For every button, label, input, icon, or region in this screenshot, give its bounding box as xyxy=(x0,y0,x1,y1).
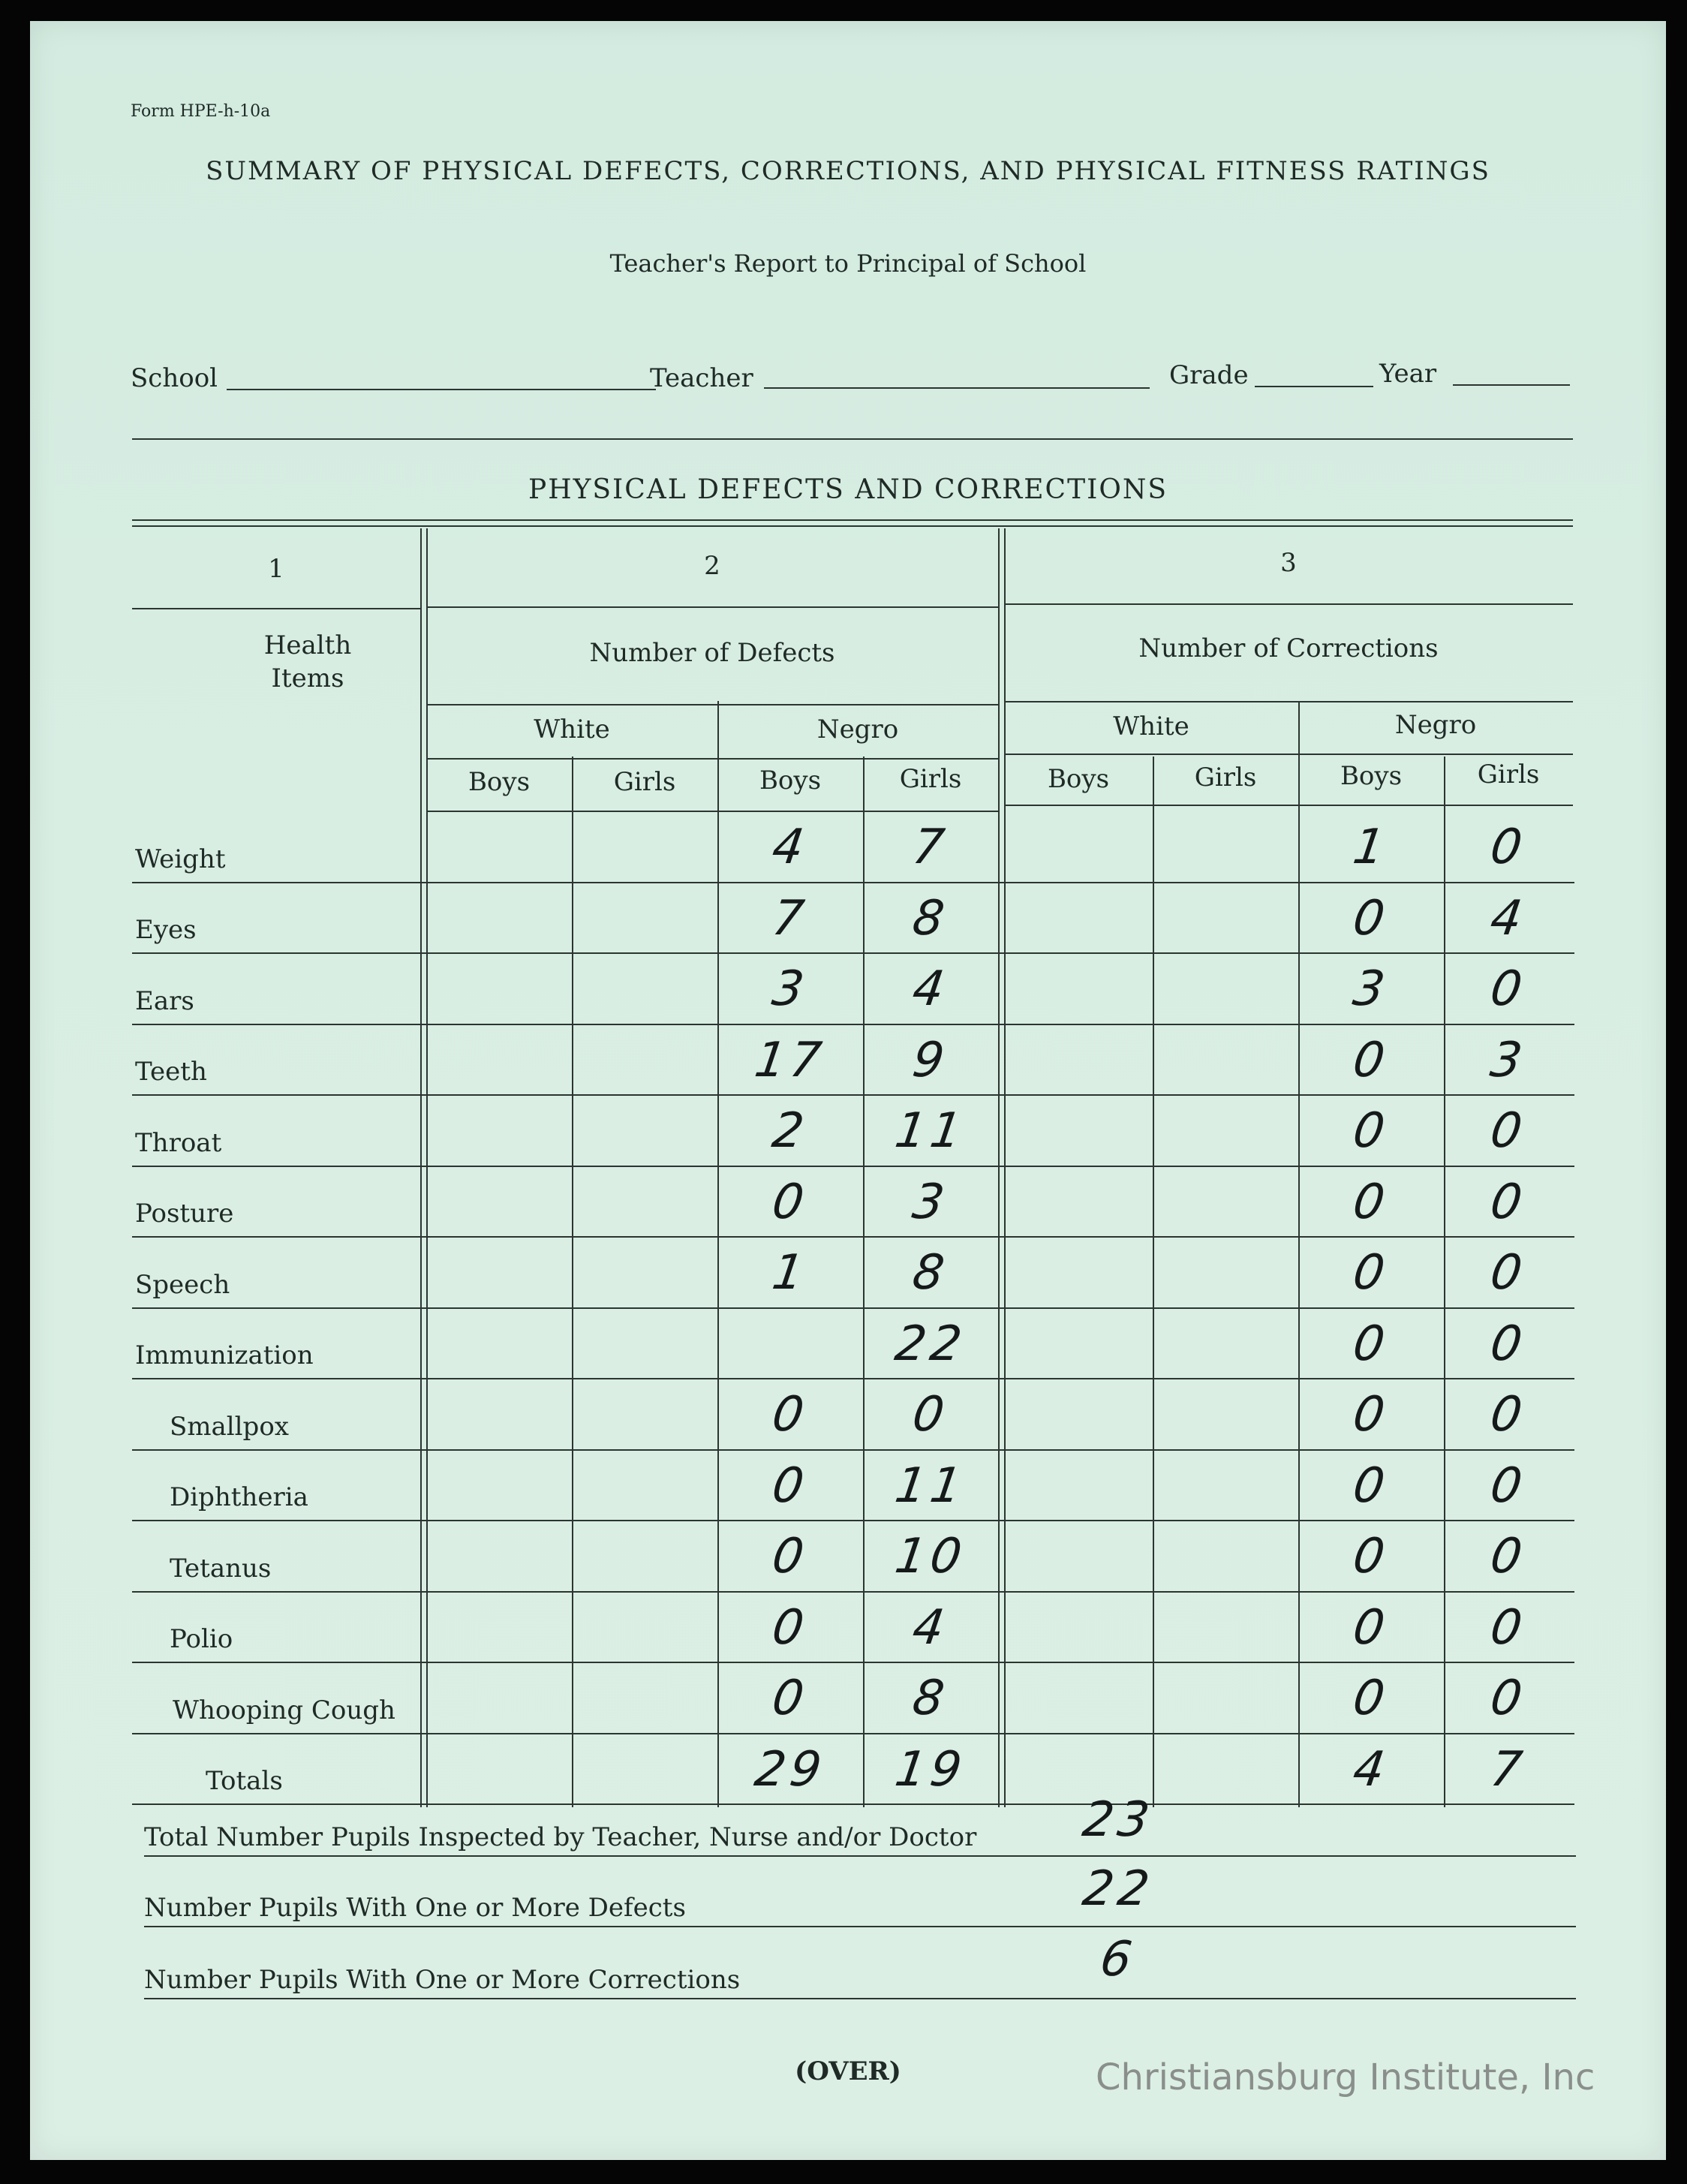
divider xyxy=(132,525,1573,527)
teacher-label: Teacher xyxy=(650,363,753,393)
corrections-negro-boys-value: 0 xyxy=(1349,1387,1393,1442)
defects-negro-boys-value: 29 xyxy=(751,1741,829,1797)
defects-negro-girls-value: 9 xyxy=(909,1032,952,1088)
row-divider xyxy=(132,882,1574,883)
corrections-negro-boys-value: 3 xyxy=(1349,961,1393,1017)
grade-field-line[interactable] xyxy=(1255,386,1373,387)
corrections-negro-girls-value: 3 xyxy=(1487,1032,1530,1088)
health-item-label: Diphtheria xyxy=(170,1482,308,1512)
form-title: SUMMARY OF PHYSICAL DEFECTS, CORRECTIONS, AND PHYSICAL FITNESS RATINGS xyxy=(206,156,1490,186)
divider xyxy=(132,608,420,609)
divider xyxy=(1004,701,1573,702)
girls-header: Girls xyxy=(1477,760,1540,790)
defects-negro-girls-value: 4 xyxy=(909,961,952,1017)
defects-negro-girls-value: 10 xyxy=(892,1529,970,1584)
divider xyxy=(144,1998,1576,1999)
corrections-negro-boys-value: 0 xyxy=(1349,1529,1393,1584)
row-divider xyxy=(132,952,1574,954)
health-item-label: Speech xyxy=(135,1269,230,1300)
defects-negro-boys-value: 2 xyxy=(768,1103,812,1159)
school-label: School xyxy=(131,363,218,393)
row-divider xyxy=(132,1307,1574,1309)
health-item-label: Totals xyxy=(206,1766,283,1796)
corrections-negro-girls-value: 0 xyxy=(1487,1671,1530,1726)
defects-negro-boys-value: 3 xyxy=(768,961,812,1017)
defects-count-value: 22 xyxy=(1079,1861,1157,1917)
corrections-negro-boys-value: 0 xyxy=(1349,1032,1393,1088)
boys-header: Boys xyxy=(1340,761,1403,791)
corrections-count-label: Number Pupils With One or More Corrections xyxy=(144,1965,741,1995)
corrections-negro-girls-value: 0 xyxy=(1487,1458,1530,1514)
divider xyxy=(144,1926,1576,1927)
form-page xyxy=(30,21,1666,2160)
defects-negro-boys-value: 7 xyxy=(768,890,812,946)
teacher-field-line[interactable] xyxy=(764,387,1150,389)
corrections-negro-girls-value: 7 xyxy=(1487,1741,1530,1797)
row-divider xyxy=(132,1591,1574,1593)
defects-negro-boys-value: 0 xyxy=(768,1599,812,1656)
corrections-negro-girls-value: 0 xyxy=(1487,961,1530,1017)
row-divider xyxy=(132,1166,1574,1167)
corrections-negro-boys-value: 0 xyxy=(1349,1103,1393,1159)
girls-header: Girls xyxy=(1194,763,1257,793)
divider xyxy=(1004,805,1573,806)
divider xyxy=(426,606,998,608)
defects-negro-girls-value: 3 xyxy=(909,1174,952,1230)
health-item-label: Teeth xyxy=(135,1057,207,1087)
corrections-negro-girls-value: 0 xyxy=(1487,1387,1530,1442)
row-divider xyxy=(132,1094,1574,1096)
defects-negro-girls-value: 8 xyxy=(909,1671,952,1726)
divider xyxy=(132,438,1573,440)
column-divider xyxy=(1153,757,1154,1807)
row-divider xyxy=(132,1378,1574,1379)
corrections-negro-girls-value: 0 xyxy=(1487,1599,1530,1656)
corrections-negro-girls-value: 0 xyxy=(1487,1316,1530,1372)
health-item-label: Throat xyxy=(135,1127,222,1158)
defects-negro-boys-value: 0 xyxy=(768,1387,812,1442)
corrections-negro-girls-value: 0 xyxy=(1487,1174,1530,1230)
year-field-line[interactable] xyxy=(1453,384,1570,386)
row-divider xyxy=(132,1024,1574,1025)
over-note: (OVER) xyxy=(795,2056,901,2086)
defects-negro-girls-value: 11 xyxy=(892,1103,970,1159)
divider xyxy=(1004,603,1573,605)
corrections-negro-boys-value: 4 xyxy=(1349,1741,1393,1797)
health-item-label: Tetanus xyxy=(170,1553,272,1584)
divider xyxy=(144,1855,1576,1857)
form-id: Form HPE-h-10a xyxy=(131,102,271,121)
column-number: 2 xyxy=(704,551,720,581)
defects-negro-boys-value: 4 xyxy=(768,820,812,875)
defects-negro-boys-value: 17 xyxy=(751,1032,829,1088)
defects-negro-boys-value: 1 xyxy=(768,1245,812,1301)
negro-group-header: Negro xyxy=(816,714,899,745)
defects-header: Number of Defects xyxy=(589,638,835,668)
column-divider xyxy=(420,528,422,1807)
negro-group-header: Negro xyxy=(1394,710,1477,740)
row-divider xyxy=(132,1520,1574,1521)
watermark: Christiansburg Institute, Inc xyxy=(1096,2056,1595,2098)
defects-negro-boys-value: 0 xyxy=(768,1529,812,1584)
school-field-line[interactable] xyxy=(227,389,656,390)
corrections-negro-boys-value: 0 xyxy=(1349,1599,1393,1656)
white-group-header: White xyxy=(534,714,610,745)
row-divider xyxy=(132,1803,1574,1805)
boys-header: Boys xyxy=(1047,764,1110,794)
defects-negro-boys-value: 0 xyxy=(768,1174,812,1230)
inspected-value: 23 xyxy=(1079,1792,1157,1848)
form-subtitle: Teacher's Report to Principal of School xyxy=(609,249,1087,278)
defects-negro-boys-value: 0 xyxy=(768,1671,812,1726)
row-divider xyxy=(132,1662,1574,1663)
girls-header: Girls xyxy=(613,767,676,797)
corrections-negro-boys-value: 1 xyxy=(1349,820,1393,875)
defects-negro-girls-value: 8 xyxy=(909,890,952,946)
divider xyxy=(426,758,998,760)
row-divider xyxy=(132,1236,1574,1238)
defects-negro-girls-value: 8 xyxy=(909,1245,952,1301)
corrections-negro-girls-value: 0 xyxy=(1487,1529,1530,1584)
health-item-label: Posture xyxy=(135,1199,234,1229)
defects-negro-girls-value: 0 xyxy=(909,1387,952,1442)
inspected-label: Total Number Pupils Inspected by Teacher, Nurse and/or Doctor xyxy=(144,1822,977,1852)
grade-label: Grade xyxy=(1169,360,1249,390)
health-item-label: Immunization xyxy=(135,1340,314,1370)
boys-header: Boys xyxy=(759,766,822,796)
corrections-negro-boys-value: 0 xyxy=(1349,1671,1393,1726)
defects-negro-girls-value: 4 xyxy=(909,1599,952,1656)
corrections-count-value: 6 xyxy=(1096,1932,1140,1987)
health-item-label: Smallpox xyxy=(170,1411,289,1442)
health-item-label: Polio xyxy=(170,1624,233,1654)
corrections-negro-girls-value: 4 xyxy=(1487,890,1530,946)
defects-negro-girls-value: 19 xyxy=(892,1741,970,1797)
divider xyxy=(426,704,998,705)
corrections-header: Number of Corrections xyxy=(1138,633,1439,663)
corrections-negro-girls-value: 0 xyxy=(1487,1103,1530,1159)
defects-negro-girls-value: 11 xyxy=(892,1458,970,1514)
corrections-negro-boys-value: 0 xyxy=(1349,890,1393,946)
health-item-label: Weight xyxy=(135,844,226,874)
column-number: 1 xyxy=(268,554,284,584)
defects-negro-girls-value: 22 xyxy=(892,1316,970,1372)
corrections-negro-boys-value: 0 xyxy=(1349,1458,1393,1514)
column-divider xyxy=(572,757,573,1807)
girls-header: Girls xyxy=(899,764,962,794)
defects-negro-girls-value: 7 xyxy=(909,820,952,875)
white-group-header: White xyxy=(1113,711,1189,742)
defects-negro-boys-value: 0 xyxy=(768,1458,812,1514)
defects-count-label: Number Pupils With One or More Defects xyxy=(144,1893,686,1923)
corrections-negro-boys-value: 0 xyxy=(1349,1316,1393,1372)
health-item-label: Eyes xyxy=(135,915,197,945)
row-divider xyxy=(132,1733,1574,1734)
boys-header: Boys xyxy=(468,767,531,797)
corrections-negro-girls-value: 0 xyxy=(1487,1245,1530,1301)
divider xyxy=(426,811,998,812)
section-title: PHYSICAL DEFECTS AND CORRECTIONS xyxy=(528,474,1168,505)
column-number: 3 xyxy=(1280,548,1297,578)
row-divider xyxy=(132,1449,1574,1451)
corrections-negro-boys-value: 0 xyxy=(1349,1245,1393,1301)
corrections-negro-boys-value: 0 xyxy=(1349,1174,1393,1230)
health-item-label: Whooping Cough xyxy=(173,1695,395,1725)
health-items-header: Health Items xyxy=(263,630,352,693)
health-item-label: Ears xyxy=(135,985,194,1016)
divider xyxy=(132,519,1573,521)
divider xyxy=(1004,754,1573,755)
year-label: Year xyxy=(1379,359,1437,389)
corrections-negro-girls-value: 0 xyxy=(1487,820,1530,875)
